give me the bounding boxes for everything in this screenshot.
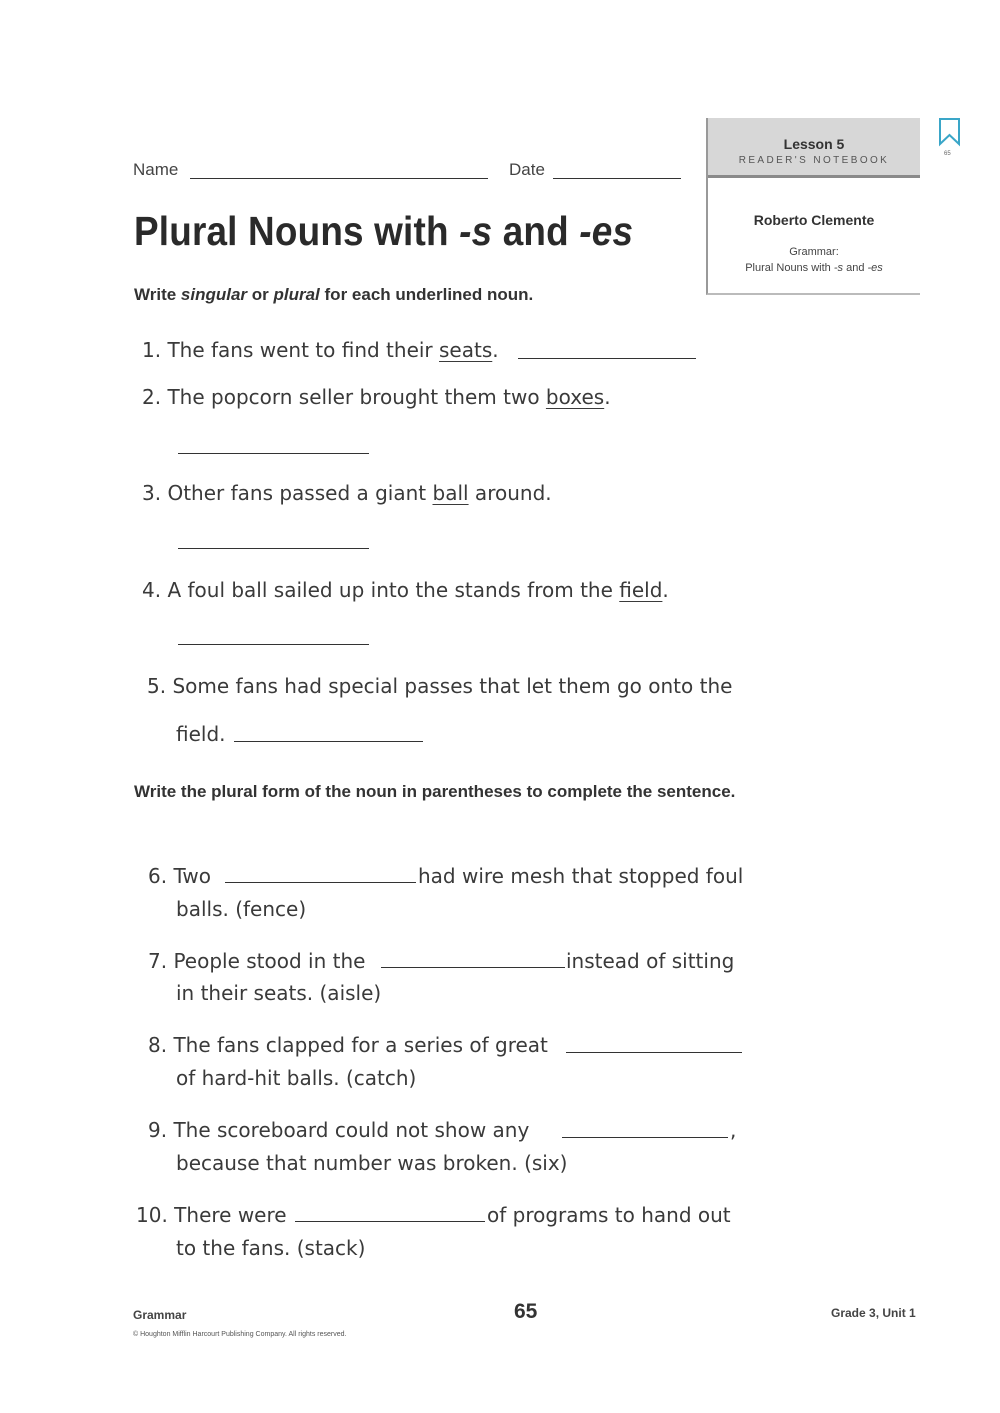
footer-grade-unit: Grade 3, Unit 1 <box>831 1306 916 1320</box>
q3-text: Other fans passed a giant <box>167 481 433 505</box>
q1-noun: seats <box>439 338 493 362</box>
footer-page-number: 65 <box>514 1300 538 1323</box>
lesson-number: Lesson 5 <box>783 136 845 152</box>
footer-copyright: © Houghton Mifflin Harcourt Publishing Company. All rights reserved. <box>133 1331 347 1338</box>
grammar-label: Grammar: <box>789 246 839 258</box>
q5-number: 5. <box>147 674 167 698</box>
topic-s: -s <box>833 262 844 274</box>
q6-answer-blank[interactable] <box>225 881 416 883</box>
instr-plural: plural <box>273 285 320 304</box>
name-label: Name <box>133 160 179 179</box>
q6-text: Two <box>173 864 211 888</box>
q3-answer-blank[interactable] <box>178 547 369 549</box>
q6-text-after: had wire mesh that stopped foul <box>418 864 744 888</box>
question-8 <box>148 1033 548 1057</box>
grammar-topic <box>708 262 920 274</box>
q6-number: 6. <box>148 864 168 888</box>
question-9 <box>148 1118 529 1142</box>
q10-text-after: of programs to hand out <box>487 1203 731 1227</box>
q6-line2: balls. (fence) <box>176 897 307 921</box>
q9-number: 9. <box>148 1118 168 1142</box>
story-title: Roberto Clemente <box>753 212 875 228</box>
q8-answer-blank[interactable] <box>566 1051 742 1053</box>
q4-period: . <box>662 578 669 602</box>
q9-comma: , <box>730 1118 737 1142</box>
question-5-line2: field. <box>176 722 226 746</box>
q9-text: The scoreboard could not show any <box>173 1118 530 1142</box>
question-10 <box>136 1203 287 1227</box>
lesson-header <box>708 118 920 178</box>
q3-rest: around. <box>468 481 552 505</box>
question-4 <box>142 578 669 602</box>
q10-text: There were <box>174 1203 287 1227</box>
title-and: and <box>492 208 580 254</box>
bookmark-icon[interactable] <box>937 117 963 147</box>
q8-number: 8. <box>148 1033 168 1057</box>
readers-notebook-label: READER'S NOTEBOOK <box>738 155 890 166</box>
q8-line2: of hard-hit balls. (catch) <box>176 1066 417 1090</box>
q3-noun: ball <box>432 481 469 505</box>
q1-text: The fans went to find their <box>167 338 440 362</box>
q7-line2: in their seats. (aisle) <box>176 981 382 1005</box>
q2-number: 2. <box>142 385 162 409</box>
q10-number: 10. <box>136 1203 168 1227</box>
q7-number: 7. <box>148 949 168 973</box>
question-6 <box>148 864 211 888</box>
q3-number: 3. <box>142 481 162 505</box>
q5-text: Some fans had special passes that let them go onto the <box>172 674 733 698</box>
q5-answer-blank[interactable] <box>234 740 423 742</box>
q9-answer-blank[interactable] <box>562 1136 728 1138</box>
q4-noun: field <box>619 578 663 602</box>
question-2 <box>142 385 611 409</box>
instr-or: or <box>247 285 274 304</box>
q2-answer-blank[interactable] <box>178 452 369 454</box>
instr-singular: singular <box>180 285 248 304</box>
title-suffix-s: -s <box>459 208 493 254</box>
title-suffix-es: -es <box>579 208 634 254</box>
q1-period: . <box>492 338 499 362</box>
section1-instruction <box>134 285 533 305</box>
q4-text: A foul ball sailed up into the stands from the <box>167 578 620 602</box>
question-7 <box>148 949 365 973</box>
q1-number: 1. <box>142 338 162 362</box>
q7-text-after: instead of sitting <box>566 949 735 973</box>
title-text: Plural Nouns with <box>134 208 460 254</box>
date-label: Date <box>509 160 545 179</box>
topic-text: Plural Nouns with <box>745 262 834 274</box>
q1-answer-blank[interactable] <box>518 357 696 359</box>
date-field[interactable] <box>553 177 681 179</box>
q2-period: . <box>604 385 611 409</box>
instr-part1: Write <box>134 285 181 304</box>
topic-es: -es <box>867 262 883 274</box>
lesson-box <box>706 118 920 295</box>
q10-answer-blank[interactable] <box>295 1220 485 1222</box>
q7-answer-blank[interactable] <box>381 966 565 968</box>
q4-answer-blank[interactable] <box>178 643 369 645</box>
q7-text: People stood in the <box>173 949 366 973</box>
q8-text: The fans clapped for a series of great <box>173 1033 548 1057</box>
question-1 <box>142 338 499 362</box>
q9-line2: because that number was broken. (six) <box>176 1151 568 1175</box>
q10-line2: to the fans. (stack) <box>176 1236 366 1260</box>
q4-number: 4. <box>142 578 162 602</box>
q2-noun: boxes <box>545 385 605 409</box>
bookmark-page-number: 65 <box>944 151 951 157</box>
name-field[interactable] <box>190 177 488 179</box>
instr-part2: for each underlined noun. <box>319 285 534 304</box>
question-5 <box>147 674 732 698</box>
question-3 <box>142 481 552 505</box>
page-title <box>134 208 633 255</box>
q2-text: The popcorn seller brought them two <box>167 385 546 409</box>
section2-instruction: Write the plural form of the noun in parentheses to complete the sentence. <box>134 782 736 801</box>
footer-grammar: Grammar <box>133 1308 187 1322</box>
topic-and: and <box>843 262 868 274</box>
